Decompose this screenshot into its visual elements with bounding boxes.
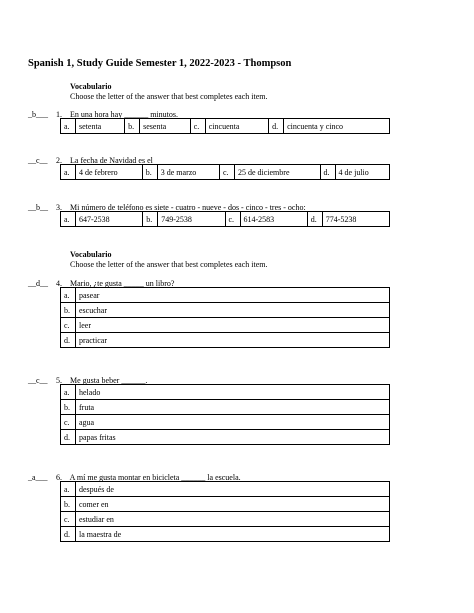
option-text: la maestra de	[76, 527, 390, 542]
option-letter: c.	[225, 212, 240, 227]
option-letter: d.	[61, 430, 76, 445]
section-instruction: Choose the letter of the answer that best completes each item.	[70, 260, 268, 269]
options-table-6	[60, 481, 390, 542]
option-text: 614-2583	[240, 212, 307, 227]
option-letter: c.	[61, 512, 76, 527]
option-letter: c.	[61, 318, 76, 333]
option-text: setenta	[76, 119, 125, 134]
option-letter: c.	[190, 119, 205, 134]
question-number: 6.	[56, 473, 62, 482]
document-title: Spanish 1, Study Guide Semester 1, 2022-2023 - Thompson	[28, 58, 292, 69]
answer-blank: __c__	[28, 376, 48, 385]
option-letter: a.	[61, 288, 76, 303]
option-letter: d.	[307, 212, 322, 227]
option-letter: d.	[320, 165, 335, 180]
option-letter: a.	[61, 385, 76, 400]
question-number: 2.	[56, 156, 62, 165]
answer-blank: __d__	[28, 279, 48, 288]
option-text: leer	[76, 318, 390, 333]
question-number: 5.	[56, 376, 62, 385]
section-heading: Vocabulario	[70, 250, 112, 259]
option-text: después de	[76, 482, 390, 497]
option-text: 774-5238	[322, 212, 389, 227]
option-text: pasear	[76, 288, 390, 303]
option-text: cincuenta y cinco	[284, 119, 390, 134]
options-table-5	[60, 384, 390, 445]
answer-blank: __b__	[28, 203, 48, 212]
question-number: 4.	[56, 279, 62, 288]
question-text: Mario, ¿te gusta _____ un libro?	[70, 279, 175, 288]
section-instruction: Choose the letter of the answer that best completes each item.	[70, 92, 268, 101]
option-text: sesenta	[140, 119, 191, 134]
option-letter: b.	[61, 497, 76, 512]
option-text: comer en	[76, 497, 390, 512]
options-table-1	[60, 118, 390, 134]
option-letter: c.	[219, 165, 234, 180]
option-letter: b.	[61, 303, 76, 318]
question-text: En una hora hay ______ minutos.	[70, 110, 178, 119]
options-table-4	[60, 287, 390, 348]
option-text: estudiar en	[76, 512, 390, 527]
option-letter: a.	[61, 212, 76, 227]
section-heading: Vocabulario	[70, 82, 112, 91]
option-text: 749-2538	[158, 212, 225, 227]
option-text: helado	[76, 385, 390, 400]
option-letter: c.	[61, 415, 76, 430]
option-text: 647-2538	[76, 212, 143, 227]
options-table-2	[60, 164, 390, 180]
option-letter: d.	[269, 119, 284, 134]
question-text: Mi número de teléfono es siete - cuatro - nueve - dos - cinco - tres - ocho:	[70, 203, 306, 212]
option-text: 3 de marzo	[157, 165, 219, 180]
option-letter: b.	[142, 165, 157, 180]
option-text: fruta	[76, 400, 390, 415]
option-letter: b.	[143, 212, 158, 227]
option-letter: d.	[61, 527, 76, 542]
question-text: A mí me gusta montar en bicicleta ______ la escuela.	[69, 473, 241, 482]
question-number: 3.	[56, 203, 62, 212]
answer-blank: _a___	[28, 473, 48, 482]
option-text: escuchar	[76, 303, 390, 318]
answer-blank: _b___	[28, 110, 48, 119]
option-letter: d.	[61, 333, 76, 348]
option-letter: b.	[125, 119, 140, 134]
option-text: 25 de diciembre	[234, 165, 320, 180]
option-letter: b.	[61, 400, 76, 415]
option-letter: a.	[61, 119, 76, 134]
question-text: Me gusta beber ______.	[70, 376, 148, 385]
option-text: papas fritas	[76, 430, 390, 445]
option-text: practicar	[76, 333, 390, 348]
question-number: 1.	[56, 110, 62, 119]
question-text: La fecha de Navidad es el	[70, 156, 153, 165]
option-text: 4 de julio	[335, 165, 389, 180]
option-text: 4 de febrero	[76, 165, 143, 180]
option-text: cincuenta	[205, 119, 268, 134]
option-text: agua	[76, 415, 390, 430]
option-letter: a.	[61, 482, 76, 497]
answer-blank: __c__	[28, 156, 48, 165]
options-table-3	[60, 211, 390, 227]
option-letter: a.	[61, 165, 76, 180]
